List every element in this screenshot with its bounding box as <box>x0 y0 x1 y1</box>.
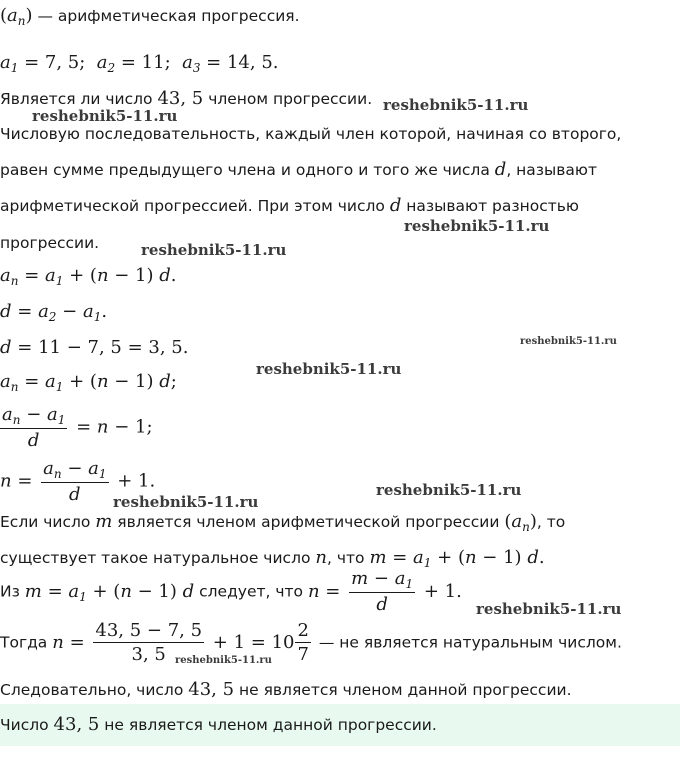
sequence-symbol: $(a_n)$ <box>0 5 33 28</box>
answer-text: Число 43, 5 не является членом данной прогрессии. <box>0 714 437 735</box>
watermark: reshebnik5-11.ru <box>376 481 522 499</box>
then-line: Тогда n = $\frac{43, 5 - 7, 5}{3, 5}$ + 1 = 10 $\frac{2}{7}$ — не является натуральным числом. <box>0 620 622 665</box>
definition-line-2: равен сумме предыдущего члена и одного и того же числа d, называют <box>0 159 597 180</box>
watermark: reshebnik5-11.ru <box>32 107 178 125</box>
nth-term-formula: $a_n = a_1 + (n - 1)$ d. <box>0 265 177 288</box>
watermark: reshebnik5-11.ru <box>113 493 259 511</box>
watermark: reshebnik5-11.ru <box>141 241 287 259</box>
watermark: reshebnik5-11.ru <box>404 217 550 235</box>
fraction-equation-1: $\frac{a_n - a_1}{d}$ = n − 1; <box>2 404 153 451</box>
given-terms: $a_1 = 7$, 5; $a_2 = 11$; $a_3 = 14$, 5. <box>0 52 279 75</box>
definition-line-4: прогрессии. <box>0 234 100 252</box>
difference-calc: d = 11 − 7, 5 = 3, 5. <box>0 337 189 358</box>
nth-term-formula-2: $a_n = a_1 + (n - 1)$ d; <box>0 371 177 394</box>
watermark: reshebnik5-11.ru <box>520 336 617 347</box>
watermark: reshebnik5-11.ru <box>383 96 529 114</box>
if-line: Если число m является членом арифметической прогрессии $(a_n)$, то <box>0 511 566 534</box>
watermark: reshebnik5-11.ru <box>175 655 272 666</box>
difference-formula: $d = a_2 - a_1$. <box>0 301 108 324</box>
exists-line: существует такое натуральное число n, что $m = a_1 + (n - 1)$ d. <box>0 547 545 570</box>
question-line: Является ли число 43, 5 членом прогрессии. <box>0 88 373 109</box>
fraction-equation-2: n = $\frac{a_n - a_1}{d}$ + 1. <box>0 458 156 505</box>
definition-line-1: Числовую последовательность, каждый член которой, начиная со второго, <box>0 125 622 143</box>
problem-sequence-line <box>0 6 300 31</box>
from-line: Из $m = a_1 + (n - 1)$ d следует, что n = $\frac{m - a_1}{d}$ + 1. <box>0 568 462 615</box>
watermark: reshebnik5-11.ru <box>256 360 402 378</box>
watermark: reshebnik5-11.ru <box>476 600 622 618</box>
question-number: 43, 5 <box>157 88 204 109</box>
sequence-label: — арифметическая прогрессия. <box>32 7 300 25</box>
definition-line-3: арифметической прогрессией. При этом число d называют разностью <box>0 195 579 216</box>
conclusion-line: Следовательно, число 43, 5 не является членом данной прогрессии. <box>0 679 572 700</box>
